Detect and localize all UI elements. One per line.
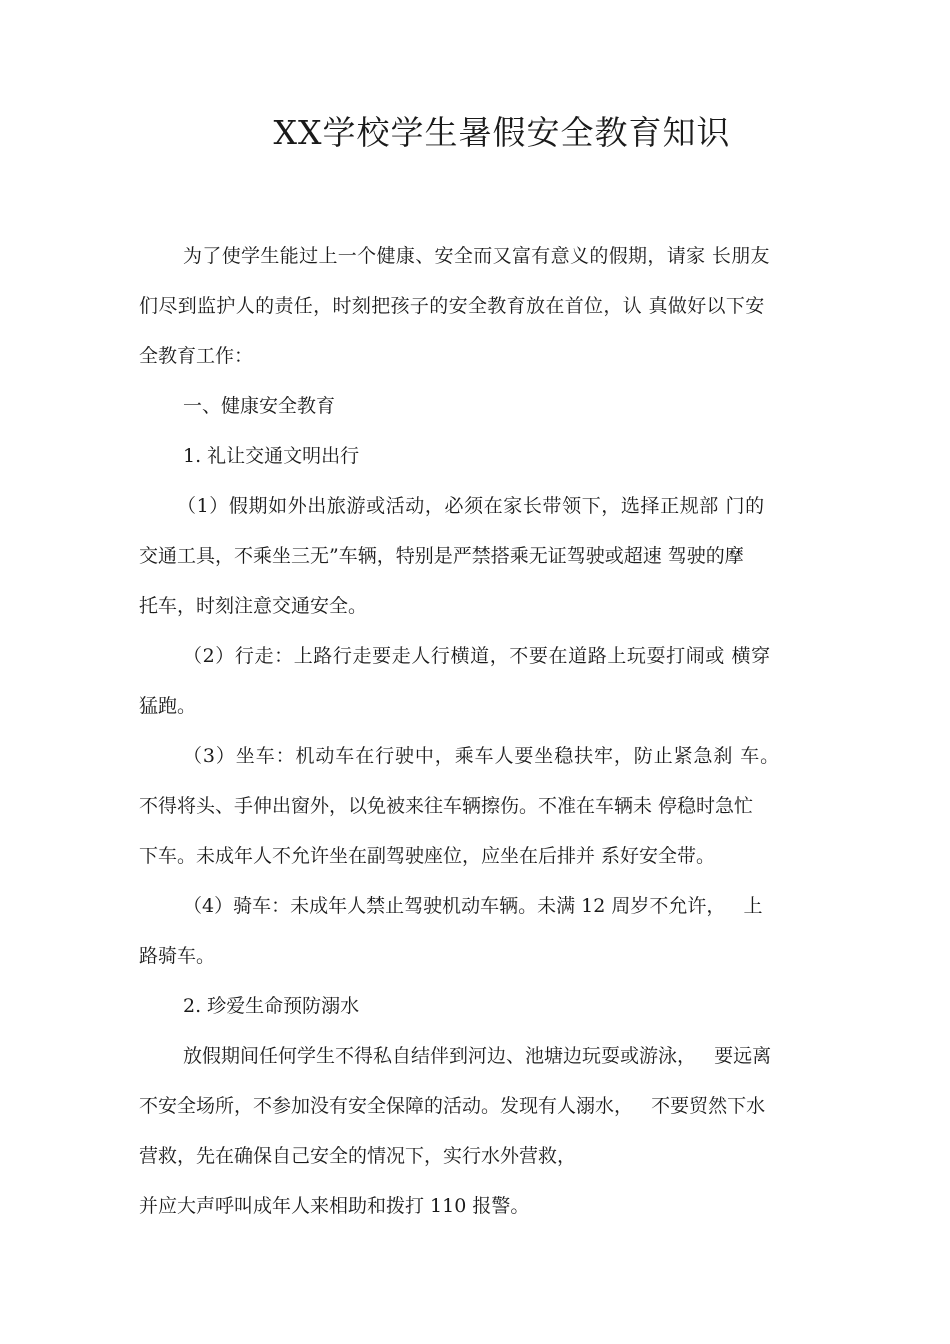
subsection-heading: 2. 珍爱生命预防溺水 [183, 995, 360, 1017]
paragraph-line: 下车。未成年人不允许坐在副驾驶座位，应坐在后排并 系好安全带。 [139, 845, 716, 867]
paragraph-line: （4）骑车：未成年人禁止驾驶机动车辆。未满 12 周岁不允许， 上 [183, 895, 763, 917]
paragraph-line: （3）坐车：机动车在行驶中，乘车人要坐稳扶牢，防止紧急刹 车。 [183, 745, 781, 767]
paragraph-line: 路骑车。 [139, 945, 216, 967]
paragraph-line: （1）假期如外出旅游或活动，必须在家长带领下，选择正规部 门的 [177, 495, 765, 517]
paragraph-line: 不安全场所，不参加没有安全保障的活动。发现有人溺水， 不要贸然下水 [139, 1095, 766, 1117]
document-title: XX学校学生暑假安全教育知识 [273, 113, 731, 152]
paragraph-line: 营救，先在确保自己安全的情况下，实行水外营救， [139, 1145, 577, 1167]
paragraph-line: 交通工具，不乘坐三无”车辆，特别是严禁搭乘无证驾驶或超速 驾驶的摩 [139, 545, 744, 567]
paragraph-line: 们尽到监护人的责任，时刻把孩子的安全教育放在首位，认 真做好以下安 [139, 295, 765, 317]
subsection-heading: 1. 礼让交通文明出行 [183, 445, 360, 467]
paragraph-line: 不得将头、手伸出窗外，以免被来往车辆擦伤。不准在车辆未 停稳时急忙 [139, 795, 754, 817]
paragraph-line: 全教育工作： [139, 345, 254, 367]
paragraph-line: 并应大声呼叫成年人来相助和拨打 110 报警。 [139, 1195, 530, 1217]
paragraph-line: 托车，时刻注意交通安全。 [139, 595, 368, 617]
paragraph-line: （2）行走：上路行走要走人行横道，不要在道路上玩耍打闹或 横穿 [183, 645, 771, 667]
paragraph-line: 为了使学生能过上一个健康、安全而又富有意义的假期，请家 长朋友 [183, 245, 770, 267]
paragraph-line: 放假期间任何学生不得私自结伴到河边、池塘边玩耍或游泳， 要远离 [183, 1045, 772, 1067]
paragraph-line: 猛跑。 [139, 695, 197, 717]
section-heading: 一、健康安全教育 [183, 395, 336, 417]
